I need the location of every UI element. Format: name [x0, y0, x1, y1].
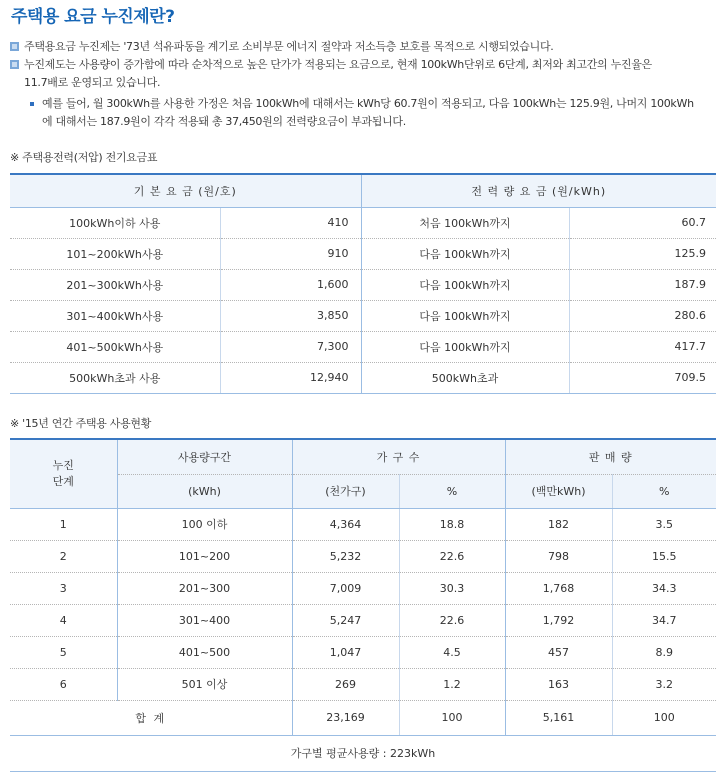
- step-cell: 3: [10, 572, 117, 604]
- example-note: [10, 95, 716, 131]
- header-range: 사용량구간: [117, 439, 292, 474]
- header-energy-charge: 전 력 량 요 금 (원/kWh): [361, 174, 716, 207]
- households-cell: 7,009: [292, 572, 399, 604]
- basic-charge-cell: 7,300: [220, 331, 361, 362]
- table-row: [10, 207, 716, 238]
- basic-charge-cell: 12,940: [220, 362, 361, 393]
- tier-cell: 500kWh초과: [361, 362, 569, 393]
- intro-section: [10, 38, 716, 131]
- usage-cell: 101~200kWh사용: [10, 238, 220, 269]
- square-bullet-icon: [10, 60, 19, 69]
- usage-status-table: [10, 438, 716, 772]
- example-line2: 에 대해서는 187.9원이 각각 적용돼 총 37,450원의 전력량요금이 부과됩니다.: [42, 115, 406, 128]
- total-households-pct: 100: [399, 700, 505, 735]
- intro-bullet-2-line1: 누진제도는 사용량이 증가함에 따라 순차적으로 높은 단가가 적용되는 요금으로, 현재 100kWh단위로 6단계, 최저와 최고간의 누진율은: [24, 58, 652, 71]
- usage-cell: 201~300kWh사용: [10, 269, 220, 300]
- range-cell: 100 이하: [117, 508, 292, 540]
- tier-cell: 다음 100kWh까지: [361, 269, 569, 300]
- usage-cell: 100kWh이하 사용: [10, 207, 220, 238]
- intro-bullet-2-line2: 11.7배로 운영되고 있습니다.: [24, 76, 161, 89]
- range-cell: 301~400: [117, 604, 292, 636]
- table-row: [10, 269, 716, 300]
- rate-cell: 125.9: [569, 238, 716, 269]
- step-cell: 2: [10, 540, 117, 572]
- square-bullet-icon: [10, 42, 19, 51]
- usage-cell: 301~400kWh사용: [10, 300, 220, 331]
- table-row: [10, 636, 716, 668]
- table-row: [10, 604, 716, 636]
- header-step: 누진 단계: [10, 439, 117, 508]
- table-row: [10, 238, 716, 269]
- subheader-sales-unit: (백만kWh): [505, 474, 612, 508]
- header-households: 가 구 수: [292, 439, 505, 474]
- tariff-table: [10, 173, 716, 394]
- sales-pct-cell: 3.5: [612, 508, 716, 540]
- households-pct-cell: 22.6: [399, 604, 505, 636]
- step-cell: 5: [10, 636, 117, 668]
- usage-cell: 500kWh초과 사용: [10, 362, 220, 393]
- households-pct-cell: 22.6: [399, 540, 505, 572]
- households-cell: 4,364: [292, 508, 399, 540]
- sales-cell: 798: [505, 540, 612, 572]
- example-line1: 예를 들어, 월 300kWh를 사용한 가정은 처음 100kWh에 대해서는 kWh당 60.7원이 적용되고, 다음 100kWh는 125.9원, 나머지 100kWh: [42, 97, 694, 110]
- total-row: [10, 700, 716, 735]
- households-pct-cell: 1.2: [399, 668, 505, 700]
- usage-table-caption: ※ '15년 연간 주택용 사용현황: [10, 417, 152, 430]
- intro-bullet-2: [10, 56, 716, 92]
- total-label: 합 계: [10, 700, 292, 735]
- subheader-range-unit: (kWh): [117, 474, 292, 508]
- step-cell: 4: [10, 604, 117, 636]
- tier-cell: 다음 100kWh까지: [361, 300, 569, 331]
- range-cell: 101~200: [117, 540, 292, 572]
- total-sales-pct: 100: [612, 700, 716, 735]
- tariff-table-caption: ※ 주택용전력(저압) 전기요금표: [10, 151, 158, 164]
- small-square-bullet-icon: [30, 102, 34, 106]
- usage-cell: 401~500kWh사용: [10, 331, 220, 362]
- step-cell: 1: [10, 508, 117, 540]
- table-row: [10, 668, 716, 700]
- households-pct-cell: 4.5: [399, 636, 505, 668]
- table-row: [10, 508, 716, 540]
- range-cell: 201~300: [117, 572, 292, 604]
- rate-cell: 60.7: [569, 207, 716, 238]
- intro-bullet-1-text: 주택용요금 누진제는 '73년 석유파동을 계기로 소비부문 에너지 절약과 저소득층 보호를 목적으로 시행되었습니다.: [24, 40, 554, 53]
- table-row: [10, 362, 716, 393]
- sales-pct-cell: 8.9: [612, 636, 716, 668]
- basic-charge-cell: 410: [220, 207, 361, 238]
- sales-pct-cell: 34.3: [612, 572, 716, 604]
- page-title: 주택용 요금 누진제란?: [11, 7, 175, 27]
- households-cell: 269: [292, 668, 399, 700]
- basic-charge-cell: 1,600: [220, 269, 361, 300]
- subheader-households-pct: %: [399, 474, 505, 508]
- total-households: 23,169: [292, 700, 399, 735]
- sales-cell: 457: [505, 636, 612, 668]
- range-cell: 501 이상: [117, 668, 292, 700]
- subheader-sales-pct: %: [612, 474, 716, 508]
- sales-cell: 1,768: [505, 572, 612, 604]
- average-usage-note: 가구별 평균사용량 : 223kWh: [10, 735, 716, 771]
- total-sales: 5,161: [505, 700, 612, 735]
- footer-row: [10, 735, 716, 771]
- table-row: [10, 331, 716, 362]
- tier-cell: 처음 100kWh까지: [361, 207, 569, 238]
- households-cell: 1,047: [292, 636, 399, 668]
- header-sales: 판 매 량: [505, 439, 716, 474]
- sales-cell: 182: [505, 508, 612, 540]
- tier-cell: 다음 100kWh까지: [361, 331, 569, 362]
- range-cell: 401~500: [117, 636, 292, 668]
- sales-cell: 1,792: [505, 604, 612, 636]
- rate-cell: 417.7: [569, 331, 716, 362]
- rate-cell: 709.5: [569, 362, 716, 393]
- header-basic-charge: 기 본 요 금 (원/호): [10, 174, 361, 207]
- rate-cell: 280.6: [569, 300, 716, 331]
- households-pct-cell: 18.8: [399, 508, 505, 540]
- subheader-households-unit: (천가구): [292, 474, 399, 508]
- intro-bullet-1: [10, 38, 716, 56]
- basic-charge-cell: 3,850: [220, 300, 361, 331]
- basic-charge-cell: 910: [220, 238, 361, 269]
- sales-pct-cell: 3.2: [612, 668, 716, 700]
- step-cell: 6: [10, 668, 117, 700]
- rate-cell: 187.9: [569, 269, 716, 300]
- table-row: [10, 572, 716, 604]
- households-pct-cell: 30.3: [399, 572, 505, 604]
- tier-cell: 다음 100kWh까지: [361, 238, 569, 269]
- sales-pct-cell: 34.7: [612, 604, 716, 636]
- table-row: [10, 300, 716, 331]
- households-cell: 5,247: [292, 604, 399, 636]
- table-row: [10, 540, 716, 572]
- sales-pct-cell: 15.5: [612, 540, 716, 572]
- households-cell: 5,232: [292, 540, 399, 572]
- sales-cell: 163: [505, 668, 612, 700]
